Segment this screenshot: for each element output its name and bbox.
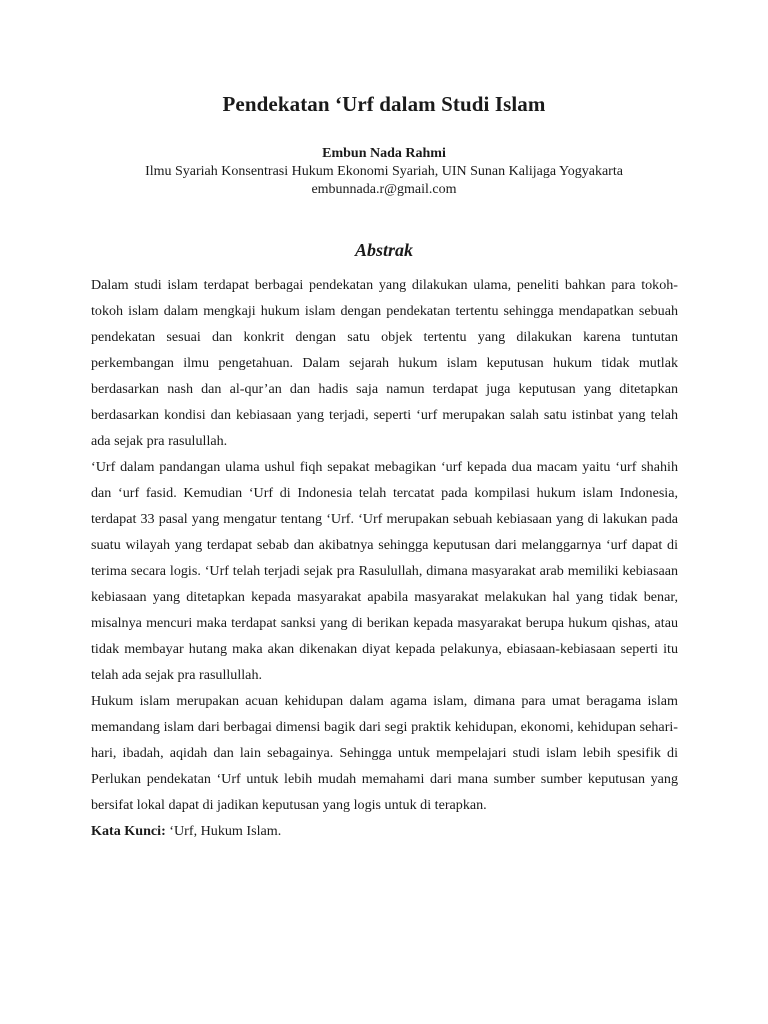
author-email: embunnada.r@gmail.com [311, 182, 457, 197]
keywords-value: ‘Urf, Hukum Islam. [165, 823, 282, 839]
abstract-paragraph-1: Dalam studi islam terdapat berbagai pendekatan yang dilakukan ulama, peneliti bahkan para tokoh-tokoh islam dalam mengkaji hukum islam dengan pendekatan tertentu sehingga mendapatkan sebuah pendekatan sesuai dan konkrit dengan satu objek tertentu yang dilakukan karena tuntutan perkembangan ilmu pengetahuan. Dalam sejarah hukum islam keputusan hukum tidak mutlak berdasarkan nash dan al-qur’an dan hadis saja namun terdapat juga keputusan yang ditetapkan berdasarkan kondisi dan kebiasaan yang terjadi, seperti ‘urf merupakan salah satu istinbat yang telah ada sejak pra rasulullah. [91, 277, 678, 449]
abstract-paragraph-3: Hukum islam merupakan acuan kehidupan dalam agama islam, dimana para umat beragama islam memandang islam dari berbagai dimensi bagik dari segi praktik kehidupan, ekonomi, kehidupan sehari-hari, ibadah, aqidah dan lain sebagainya. Sehingga untuk mempelajari studi islam lebih spesifik di Perlukan pendekatan ‘Urf untuk lebih mudah memahami dari mana sumber sumber keputusan yang bersifat lokal dapat di jadikan keputusan yang logis untuk di terapkan. [91, 693, 678, 813]
keywords-line [91, 818, 678, 844]
paper-title: Pendekatan ‘Urf dalam Studi Islam [222, 92, 546, 116]
abstract-heading: Abstrak [354, 240, 414, 260]
abstract-body [91, 272, 678, 844]
abstract-paragraph-2: ‘Urf dalam pandangan ulama ushul fiqh sepakat mebagikan ‘urf kepada dua macam yaitu ‘urf shahih dan ‘urf fasid. Kemudian ‘Urf di Indonesia telah tercatat pada kompilasi hukum islam Indonesia, terdapat 33 pasal yang mengatur tentang ‘Urf. ‘Urf merupakan sebuah kebiasaan yang di lakukan pada suatu wilayah yang terdapat sebab dan akibatnya sehingga keputusan dari melanggarnya ‘urf dapat di terima secara logis. ‘Urf telah terjadi sejak pra Rasulullah, dimana masyarakat arab memiliki kebiasaan kebiasaan yang ditetapkan kepada masyarakat apabila masyarakat melakukan hal yang tidak benar, misalnya mencuri maka terdapat sanksi yang di berikan kepada masyarakat berupa hukum qishas, atau tidak membayar hutang maka akan dikenakan diyat kepada pelakunya, ebiasaan-kebiasaan seperti itu telah ada sejak pra rasullullah. [91, 459, 678, 683]
keywords-label: Kata Kunci: [91, 823, 166, 839]
author-affiliation: Ilmu Syariah Konsentrasi Hukum Ekonomi Syariah, UIN Sunan Kalijaga Yogyakarta [145, 164, 623, 179]
author-name: Embun Nada Rahmi [322, 146, 446, 161]
